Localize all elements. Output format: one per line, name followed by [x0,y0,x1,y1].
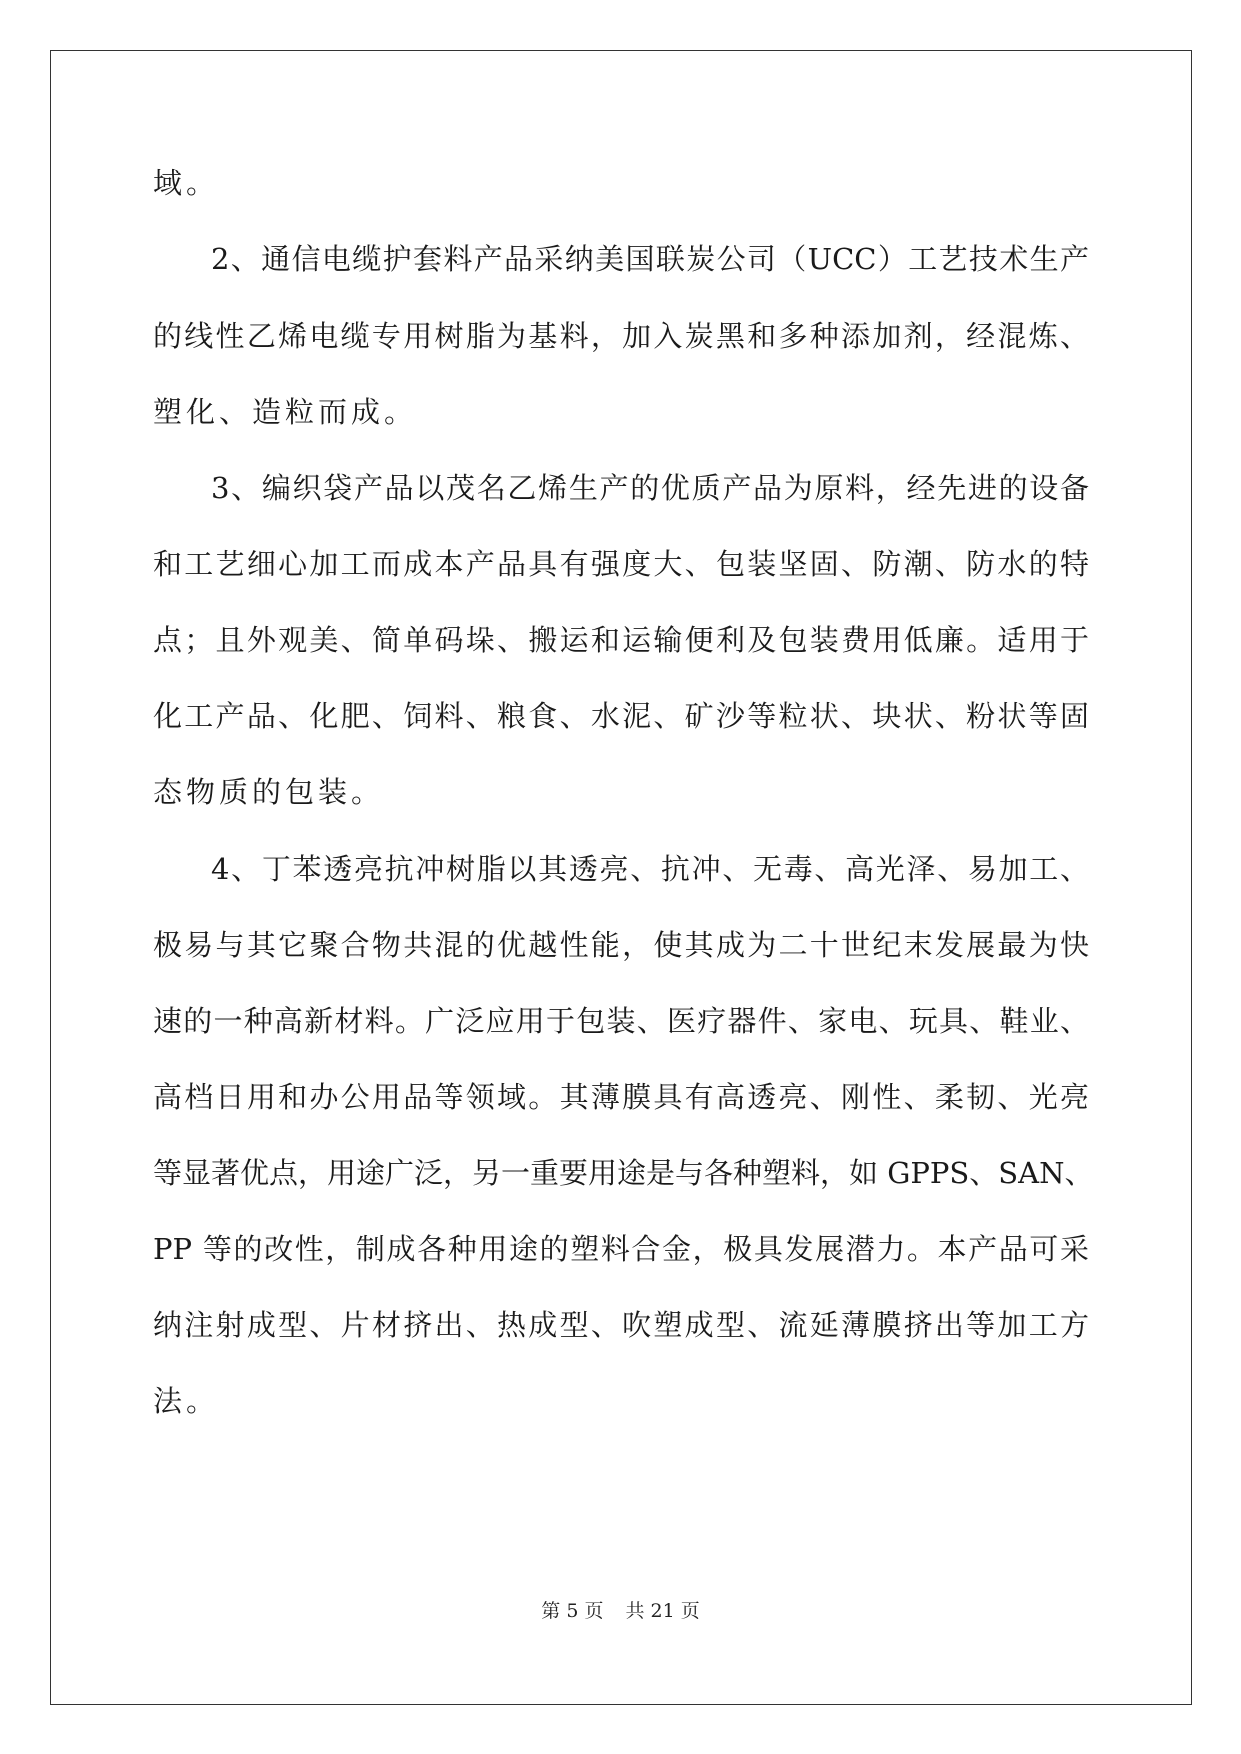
paragraph-4-line-8: 法。 [153,1384,220,1418]
paragraph-4-line-6: PP 等的改性，制成各种用途的塑料合金，极具发展潜力。本产品可采 [153,1232,1089,1266]
paragraph-4-line-4: 高档日用和办公用品等领域。其薄膜具有高透亮、刚性、柔韧、光亮 [153,1080,1089,1114]
paragraph-4-line-1: 4、丁苯透亮抗冲树脂以其透亮、抗冲、无毒、高光泽、易加工、 [211,852,1089,886]
paragraph-3-line-1: 3、编织袋产品以茂名乙烯生产的优质产品为原料，经先进的设备 [211,471,1089,505]
paragraph-3-line-2: 和工艺细心加工而成本产品具有强度大、包装坚固、防潮、防水的特 [153,547,1089,581]
paragraph-3-line-5: 态物质的包装。 [153,775,385,809]
paragraph-4-line-2: 极易与其它聚合物共混的优越性能，使其成为二十世纪末发展最为快 [153,928,1089,962]
paragraph-2-line-1: 2、通信电缆护套料产品采纳美国联炭公司（UCC）工艺技术生产 [211,242,1089,276]
page-footer [0,1599,1241,1623]
paragraph-3-line-4: 化工产品、化肥、饲料、粮食、水泥、矿沙等粒状、块状、粉状等固 [153,699,1089,733]
paragraph-3-line-3: 点；且外观美、简单码垛、搬运和运输便利及包装费用低廉。适用于 [153,623,1089,657]
paragraph-4-line-3: 速的一种高新材料。广泛应用于包装、医疗器件、家电、玩具、鞋业、 [153,1004,1089,1038]
paragraph-4-line-7: 纳注射成型、片材挤出、热成型、吹塑成型、流延薄膜挤出等加工方 [153,1308,1089,1342]
paragraph-2-line-2: 的线性乙烯电缆专用树脂为基料，加入炭黑和多种添加剂，经混炼、 [153,319,1089,353]
paragraph-2-line-3: 塑化、造粒而成。 [153,395,418,429]
page-number: 第 5 页 [541,1600,604,1622]
text-line: 域。 [153,166,220,200]
paragraph-4-line-5: 等显著优点，用途广泛，另一重要用途是与各种塑料，如 GPPS、SAN、 [153,1156,1094,1190]
page-total: 共 21 页 [625,1600,700,1622]
